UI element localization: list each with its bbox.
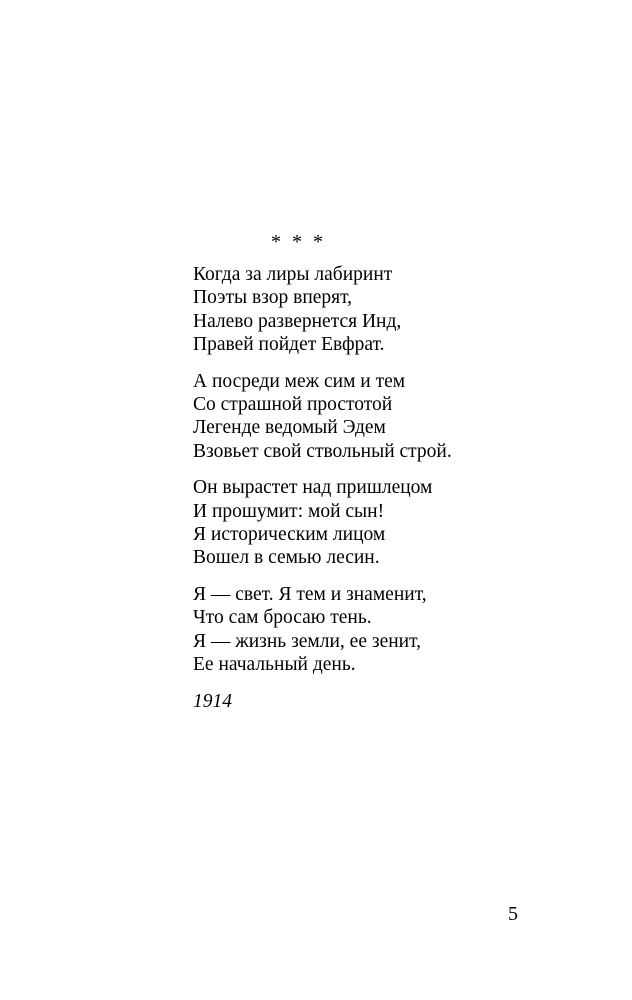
poem-line: Когда за лиры лабиринт — [193, 264, 393, 285]
stanza-3 — [193, 476, 523, 570]
poem-line: Ее начальный день. — [193, 654, 356, 676]
poem-line: Поэты взор вперят, — [193, 287, 353, 309]
poem — [193, 229, 523, 713]
poem-line: Взовьет свой ствольный строй. — [193, 440, 452, 462]
poem-line: Он вырастет над пришлецом — [193, 477, 433, 499]
poem-line: Легенде ведомый Эдем — [193, 417, 386, 439]
poem-line: А посреди меж сим и тем — [193, 370, 406, 392]
poem-line: Вошел в семью лесин. — [193, 547, 380, 569]
poem-line: Я — жизнь земли, ее зенит, — [193, 630, 422, 652]
poem-line: Налево развернется Инд, — [193, 310, 402, 332]
stanza-4 — [193, 583, 523, 677]
poem-line: Что сам бросаю тень. — [193, 607, 372, 629]
poem-date: 1914 — [193, 690, 232, 712]
poem-line: Я — свет. Я тем и знаменит, — [193, 583, 427, 605]
poem-line: И прошумит: мой сын! — [193, 500, 385, 522]
poem-line: Я историческим лицом — [193, 524, 386, 546]
poem-line: Правей пойдет Евфрат. — [193, 334, 385, 356]
page-number: 5 — [508, 903, 518, 925]
asterism-separator: * * * — [271, 231, 323, 253]
stanza-2 — [193, 370, 523, 464]
stanza-1 — [193, 263, 523, 357]
poem-line: Со страшной простотой — [193, 394, 393, 416]
